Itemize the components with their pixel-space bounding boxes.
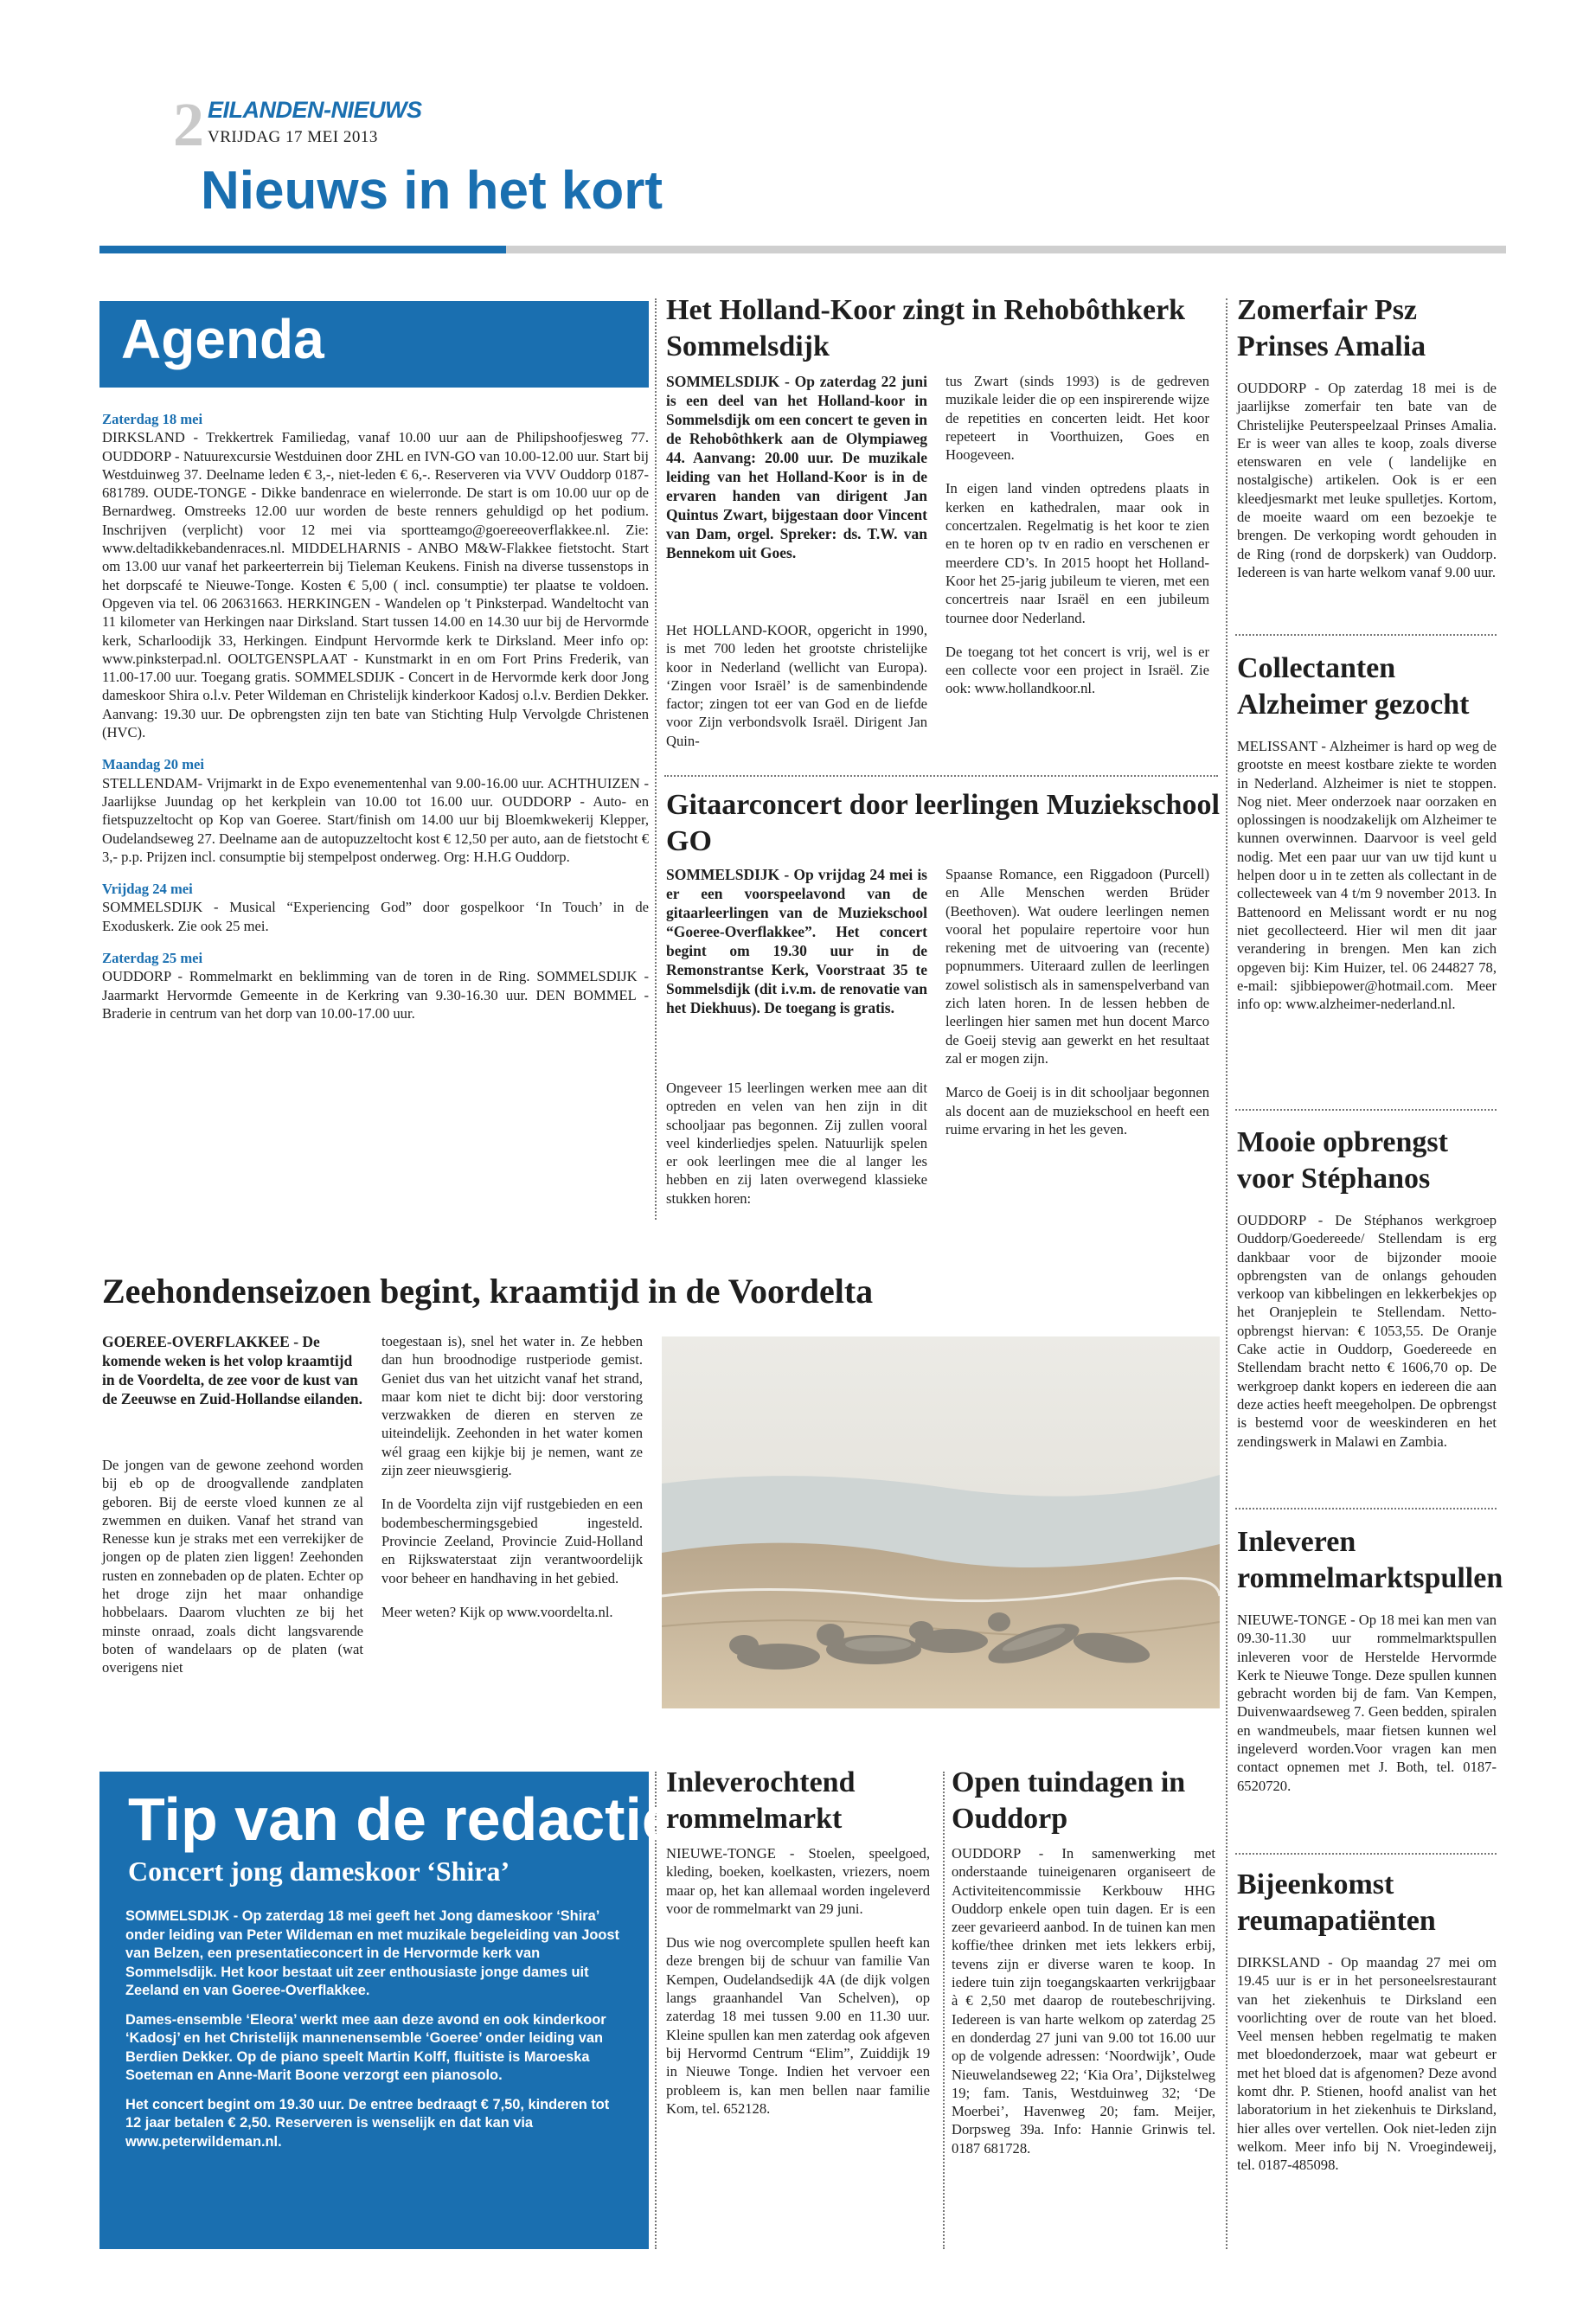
agenda-entries: STELLENDAM- Vrijmarkt in de Expo evenementenhal van 9.00-16.00 uur. ACHTHUIZEN - Jaarlijkse Juundag op het kerkplein van 10.00 tot 16.00 uur. OUDDORP - Auto- en fietspuzzeltocht op Kop van Goeree. Start/finish om 14.00 uur bij Bloemkwekerij Klepper, Oudelandseweg 27. Deelname aan de autopuzzeltocht kost € 12,50 per auto, aan de fietstocht € 3,- p.p. Prijzen incl. consumptie bij stempelpost onderweg. Org: H.H.G Ouddorp. bbox=[102, 774, 649, 865]
article-divider bbox=[664, 775, 1218, 777]
article-lead: GOEREE-OVERFLAKKEE - De komende weken is het volop kraamtijd in de Voordelta, de zee voor de kust van de Zeeuwse en Zuid-Hollandse eilanden. bbox=[102, 1333, 362, 1407]
article-lead: SOMMELSDIJK - Op vrijdag 24 mei is er een voorspeelavond van de gitaarleerlingen van de Muziekschool “Goeree-Overflakkee”. Het concert begint om 19.30 uur in de Remonstrantse Kerk, Voorstraat 35 te Sommelsdijk (dit i.v.m. de renovatie van het Diekhuus). De toegang is gratis. bbox=[666, 866, 927, 1016]
agenda-group bbox=[102, 949, 649, 1022]
page-number: 2 bbox=[173, 90, 204, 159]
column-divider bbox=[1226, 298, 1227, 2249]
paragraph: OUDDORP - In samenwerking met onderstaande tuineigenaren organiseert de Activiteitencommissie Kerkbouw HHG Ouddorp enkele open tuin dagen. Er is een zeer gevarieerd aanbod. In de tuinen kan men koffie/thee drinken met iets lekkers erbij, tevens zijn er diverse waren te koop. In iedere tuin zijn toegangskaarten verkrijgbaar à € 2,50 met daarop de routebeschrijving. Iedereen is van harte welkom op zaterdag 25 en donderdag 27 juni van 9.00 tot 16.00 uur op de volgende adressen: ‘Noordwijk’, Oude Nieuwelandseweg 22; ‘Kia Ora’, Dijkstelweg 19; fam. Tanis, Westduinweg 32; ‘De Moerbei’, Havenweg 20; fam. Meijer, Dorpsweg 39a. Info: Hannie Grinwis tel. 0187 681728. bbox=[952, 1845, 1215, 2157]
section-title: Nieuws in het kort bbox=[201, 161, 663, 221]
header-rule-accent bbox=[99, 246, 506, 253]
article-headline: Bijeenkomst reumapatiënten bbox=[1237, 1868, 1436, 1937]
article-body bbox=[666, 621, 927, 766]
paragraph: MELISSANT - Alzheimer is hard op weg de grootste en meest kostbare ziekte te worden in Nederland. Alzheimer is niet te stoppen. Nog niet. Meer onderzoek naar oorzaken en oplossingen is noodzakelijk om Alzheimer te kunnen overwinnen. Daarvoor is veel geld nodig. Met een paar uur van uw tijd kunt u helpen door u in te zetten als collectant in de collecteweek van 4 t/m 9 november 2013. In Battenoord en Melissant wordt er nu nog niet gecollecteerd. Hier wil men dit jaar verandering in brengen. Men kan zich opgeven bij: Kim Huizer, tel. 06 244827 78, e-mail: sjibbiepower@hotmail.com. Meer info op: www.alzheimer-nederland.nl. bbox=[1237, 738, 1497, 1013]
agenda-group bbox=[102, 410, 649, 741]
paragraph: OUDDORP - Op zaterdag 18 mei is de jaarlijkse zomerfair ten bate van de Christelijke Peuterspeelzaal Prinses Amalia. Er is weer van alles te koop, zoals diverse etenswaren en vele ( landelijke en nostalgische) artikelen. Ook is er een kleedjesmarkt met leuke spulletjes. Kortom, de moeite waard om een bezoekje te brengen. De verkoping wordt gehouden in de Ring (rond de dorpskerk) van Ouddorp. Iedereen is van harte welkom vanaf 9.00 uur. bbox=[1237, 380, 1497, 580]
article-headline: Zomerfair Psz Prinses Amalia bbox=[1237, 294, 1426, 362]
article-body bbox=[945, 372, 1209, 714]
agenda-day: Vrijdag 24 mei bbox=[102, 881, 193, 898]
paragraph: Het HOLLAND-KOOR, opgericht in 1990, is met 700 leden het grootste christelijke koor in Nederland (wellicht van Europa). ‘Zingen voor Israël’ is de samenbindende factor; zingen tot eer van God en de liefde voor Zijn verbondsvolk Israël. Dirigent Jan Quin- bbox=[666, 622, 927, 749]
paragraph: De jongen van de gewone zeehond worden bij eb op de droogvallende zandplaten geboren. Bij de eerste vloed kunnen ze al zwemmen en duiken. Vanaf het strand van Renesse kun je straks met een verrekijker de jongen op de platen zien liggen! Zeehonden rusten en zonnebaden op de platen. Echter op het droge zijn het maar onhandige hobbelaars. Daarom vluchten ze bij het minste onraad, zoals dicht langsvarende boten of wandelaars op de platen (wat overigens niet bbox=[102, 1457, 363, 1676]
paragraph: NIEUWE-TONGE - Stoelen, speelgoed, kleding, boeken, koelkasten, vriezers, noem maar op, het kan allemaal worden ingeleverd voor de rommelmarkt van 29 juni. bbox=[666, 1845, 930, 1917]
paragraph: tus Zwart (sinds 1993) is de gedreven muzikale leider die op een inspirerende wijze de repetities en concerten leidt. Het koor repeteert in Voorthuizen, Goes en Hoogeveen. bbox=[945, 373, 1209, 464]
article-headline: Het Holland-Koor zingt in Rehobôthkerk Sommelsdijk bbox=[666, 294, 1186, 362]
article-body bbox=[1237, 737, 1497, 1029]
article-headline: Inleveren rommelmarktspullen bbox=[1237, 1526, 1503, 1594]
article-headline: Open tuindagen in Ouddorp bbox=[952, 1766, 1186, 1835]
article-divider bbox=[1235, 1508, 1497, 1509]
article-body bbox=[1237, 1211, 1497, 1466]
agenda-day: Zaterdag 25 mei bbox=[102, 950, 203, 967]
paragraph: Spaanse Romance, een Riggadoon (Purcell) en Alle Menschen werden Brüder (Beethoven). Wat oudere leerlingen nemen vooral het populaire repertoire voor hun rekening met de uitvoering van (recente) popnummers. Uiteraard zullen de leerlingen zowel solistisch als in samenspelverband van zich laten horen. In de lessen hebben de leerlingen hier samen met hun docent Marco de Goeij stevig aan gewerkt en het resultaat zal er mogen zijn. bbox=[945, 866, 1209, 1067]
paragraph: Meer weten? Kijk op www.voordelta.nl. bbox=[381, 1603, 613, 1620]
article-body bbox=[666, 1079, 927, 1223]
paragraph: Marco de Goeij is in dit schooljaar begonnen als docent aan de muziekschool en heeft een ruime ervaring in het les geven. bbox=[945, 1084, 1209, 1138]
paragraph: SOMMELSDIJK - Op zaterdag 18 mei geeft het Jong dameskoor ‘Shira’ onder leiding van Peter Wildeman en met muzikale begeleiding van Joost van Belzen, een presentatieconcert in de Hervormde kerk van Sommelsdijk. Het koor bestaat uit zeer enthousiaste jonge dames uit Zeeland en van Goeree-Overflakkee. bbox=[125, 1908, 619, 1998]
paragraph: De toegang tot het concert is vrij, wel is er een collecte voor een project in Israël. Zie ook: www.hollandkoor.nl. bbox=[945, 643, 1209, 697]
article-headline: Gitaarconcert door leerlingen Muziekschool GO bbox=[666, 789, 1220, 857]
agenda-entries: OUDDORP - Rommelmarkt en beklimming van de toren in de Ring. SOMMELSDIJK - Jaarmarkt Hervormde Gemeente in de Kerkring van 9.30-16.30 uur. DEN BOMMEL - Braderie in centrum van het dorp van 10.00-17.00 uur. bbox=[102, 968, 649, 1022]
header-rule bbox=[506, 246, 1506, 253]
tip-subtitle: Concert jong dameskoor ‘Shira’ bbox=[128, 1856, 510, 1887]
paragraph: toegestaan is), snel het water in. Ze hebben dan hun broodnodige rustperiode gemist. Geniet dus van het uitzicht vanaf het strand, maar kom niet te dicht bij: door verstoring verzwakken de dieren en sterven ze uiteindelijk. Zeehonden in het water komen wél graag een kijkje bij je nemen, want ze zijn zeer nieuwsgierig. bbox=[381, 1333, 643, 1479]
paragraph: NIEUWE-TONGE - Op 18 mei kan men van 09.30-11.30 uur rommelmarktspullen inleveren voor de Herstelde Hervormde Kerk te Nieuwe Tonge. Deze spullen kunnen gebracht worden bij de fam. Van Kempen, Duivenwaardseweg 7. Geen bedden, spiralen en wandmeubels, maar fietsen kunnen wel ingeleverd worden.Voor vragen kan men contact opnemen met J. Both, tel. 0187-6520720. bbox=[1237, 1612, 1497, 1794]
paragraph: Het concert begint om 19.30 uur. De entree bedraagt € 7,50, kinderen tot 12 jaar betalen € 2,50. Reserveren is wenselijk en dat kan via www.peterwildeman.nl. bbox=[125, 2096, 610, 2150]
newspaper-logo: EILANDEN-NIEUWS bbox=[208, 97, 422, 123]
seals-photo bbox=[662, 1336, 1220, 1708]
paragraph: OUDDORP - De Stéphanos werkgroep Ouddorp/Goedereede/ Stellendam is erg dankbaar voor de bijzonder mooie opbrengsten van de onlangs gehouden verkoop van kibbelingen en lekkerbekjes op het Oranjeplein te Stellendam. Netto-opbrengst hiervan: € 1053,55. De Oranje Cake actie in Ouddorp, Goedereede en Stellendam bracht netto € 1606,70 op. De werkgroep dankt kopers en iedereen die aan deze acties heeft meegeholpen. De opbrengst is bestemd voor de weeskinderen en het zendingswerk in Malawi en Zambia. bbox=[1237, 1212, 1497, 1450]
paragraph: DIRKSLAND - Op maandag 27 mei om 19.45 uur is er in het personeelsrestaurant van het ziekenhuis te Dirksland een voorlichting over de route van het bloed. Veel mensen hebben regelmatig te maken met bloedonderzoek, maar wat gebeurt er met het bloed dat is afgenomen? Deze avond komt dhr. P. Stienen, hoofd analist van het laboratorium in het ziekenhuis te Dirksland, hier alles over vertellen. Ook niet-leden zijn welkom. Meer info bij N. Vroegindeweij, tel. 0187-485098. bbox=[1237, 1954, 1497, 2174]
agenda-group bbox=[102, 755, 649, 866]
article-divider bbox=[1235, 1109, 1497, 1111]
agenda-entries: SOMMELSDIJK - Musical “Experiencing God” door gospelkoor ‘In Touch’ in de Exoduskerk. Zie ook 25 mei. bbox=[102, 899, 649, 934]
paragraph: Dames-ensemble ‘Eleora’ werkt mee aan deze avond en ook kinderkoor ‘Kadosj’ en het Christelijk mannenensemble ‘Goeree’ onder leiding van Berdien Dekker. Op de piano speelt Martin Kolff, fluitiste is Maroeska Soeteman en Anne-Marit Boone verzorgt een pianosolo. bbox=[125, 2011, 606, 2083]
tip-title: Tip van de redactie bbox=[128, 1785, 676, 1853]
agenda-list bbox=[102, 410, 649, 1036]
article-body bbox=[1237, 1611, 1497, 1811]
column-divider bbox=[655, 298, 657, 1220]
seals-beach-illustration bbox=[662, 1336, 1220, 1708]
agenda-day: Maandag 20 mei bbox=[102, 756, 204, 773]
article-body bbox=[1237, 1953, 1497, 2190]
article-divider bbox=[1235, 634, 1497, 636]
article-headline: Mooie opbrengst voor Stéphanos bbox=[1237, 1126, 1448, 1195]
article-body bbox=[381, 1332, 643, 1637]
column-divider bbox=[943, 1772, 945, 2249]
agenda-group bbox=[102, 880, 649, 935]
agenda-day: Zaterdag 18 mei bbox=[102, 411, 203, 427]
issue-date: VRIJDAG 17 MEI 2013 bbox=[208, 128, 378, 146]
paragraph: In eigen land vinden optredens plaats in kerken en kathedralen, maar ook in concertzalen. Regelmatig is het koor te zien en te horen op tv en radio en verschenen er meerdere CD’s. In 2015 hoopt het Holland-Koor het 25-jarig jubileum te vieren, met een concertreis naar Israël en een jubileum tournee door Nederland. bbox=[945, 480, 1209, 626]
article-divider bbox=[1235, 1853, 1497, 1855]
article-body bbox=[945, 865, 1209, 1154]
article-lead: SOMMELSDIJK - Op zaterdag 22 juni is een deel van het Holland-koor in Sommelsdijk om een concert te geven in de Rehobôthkerk aan de Olympiaweg 44. Aanvang: 20.00 uur. De muzikale leiding van het Holland-Koor is in de ervaren handen van dirigent Jan Quintus Zwart, bijgestaan door Vincent van Dam, orgel. Spreker: ds. T.W. van Bennekom uit Goes. bbox=[666, 373, 927, 561]
paragraph: Ongeveer 15 leerlingen werken mee aan dit optreden en velen van hen zijn in dit schooljaar pas begonnen. Zij zullen vooral veel kinderliedjes spelen. Natuurlijk spelen er ook leerlingen mee die al langer les hebben en zij laten overwegend klassieke stukken horen: bbox=[666, 1080, 927, 1207]
tip-body bbox=[125, 1907, 629, 2162]
article-headline: Collectanten Alzheimer gezocht bbox=[1237, 652, 1470, 721]
agenda-title: Agenda bbox=[121, 308, 324, 370]
article-body bbox=[666, 1844, 930, 2133]
article-body bbox=[952, 1844, 1215, 2173]
article-body bbox=[102, 1456, 363, 1693]
article-headline: Zeehondenseizoen begint, kraamtijd in de Voordelta bbox=[102, 1272, 874, 1311]
article-headline: Inleverochtend rommelmarkt bbox=[666, 1766, 856, 1835]
article-body bbox=[1237, 379, 1497, 597]
agenda-entries: DIRKSLAND - Trekkertrek Familiedag, vanaf 10.00 uur aan de Philipshoofjesweg 77. OUDDORP - Natuurexcursie Westduinen door ZHL en IVN-GO van 10.00-12.00 uur. Start bij Westduinweg 37. Deelname leden € 3,-, niet-leden € 6,-. Reserveren via VVV Ouddorp 0187-681789. OUDE-TONGE - Dikke bandenrace en wielerronde. De start is om 10.00 uur op de Bernardweg. Omstreeks 12.00 uur worden de beste renners gehuldigd op het podium. Inschrijven (verplicht) voor 12 mei via sportteamgo@goereeoverflakkee.nl. Zie: www.deltadikkebandenraces.nl. MIDDELHARNIS - ANBO M&W-Flakkee fietstocht. Start om 13.00 uur vanaf het parkeerterrein bij Tieleman Keukens. Finish na diverse tussenstops in het dorpscafé te Nieuwe-Tonge. Kosten € 5,00 ( incl. consumptie) ter plaatse te voldoen. Opgeven via tel. 06 20631663. HERKINGEN - Wandelen op 't Pinksterpad. Wandeltocht van 11 kilometer van Herkingen naar Dirksland. Start tussen 14.00 en 14.30 uur bij de Hervormde kerk, Scharloodijk 33, Herkingen. Eindpunt Hervormde kerk te Dirksland. Meer info op: www.pinksterpad.nl. OOLTGENSPLAAT - Kunstmarkt in en om Fort Prins Frederik, van 11.00-17.00 uur. Toegang gratis. SOMMELSDIJK - Concert in de Hervormde kerk door Jong dameskoor Shira o.l.v. Peter Wildeman en Christelijk kinderkoor Kadosj o.l.v. Berdien Dekker. Aanvang: 19.30 uur. De opbrengsten zijn ten bate van Stichting Hulp Vervolgde Christenen (HVC). bbox=[102, 429, 649, 741]
paragraph: Dus wie nog overcomplete spullen heeft kan deze brengen bij de schuur van familie Van Kempen, Oudelandsedijk 4A (de dijk volgen langs graanhandel Van Schelven), op zaterdag 18 mei tussen 9.00 en 11.30 uur. Kleine spullen kan men zaterdag ook afgeven bij Hervormd Centrum “Elim”, Zuiddijk 19 in Nieuwe Tonge. Indien het vervoer een probleem is, kan men bellen naar familie Kom, tel. 652128. bbox=[666, 1934, 930, 2117]
paragraph: In de Voordelta zijn vijf rustgebieden en een bodembeschermingsgebied ingesteld. Provincie Zeeland, Provincie Zuid-Holland en Rijkswaterstaat zijn verantwoordelijk voor beheer en handhaving in het gebied. bbox=[381, 1496, 643, 1586]
